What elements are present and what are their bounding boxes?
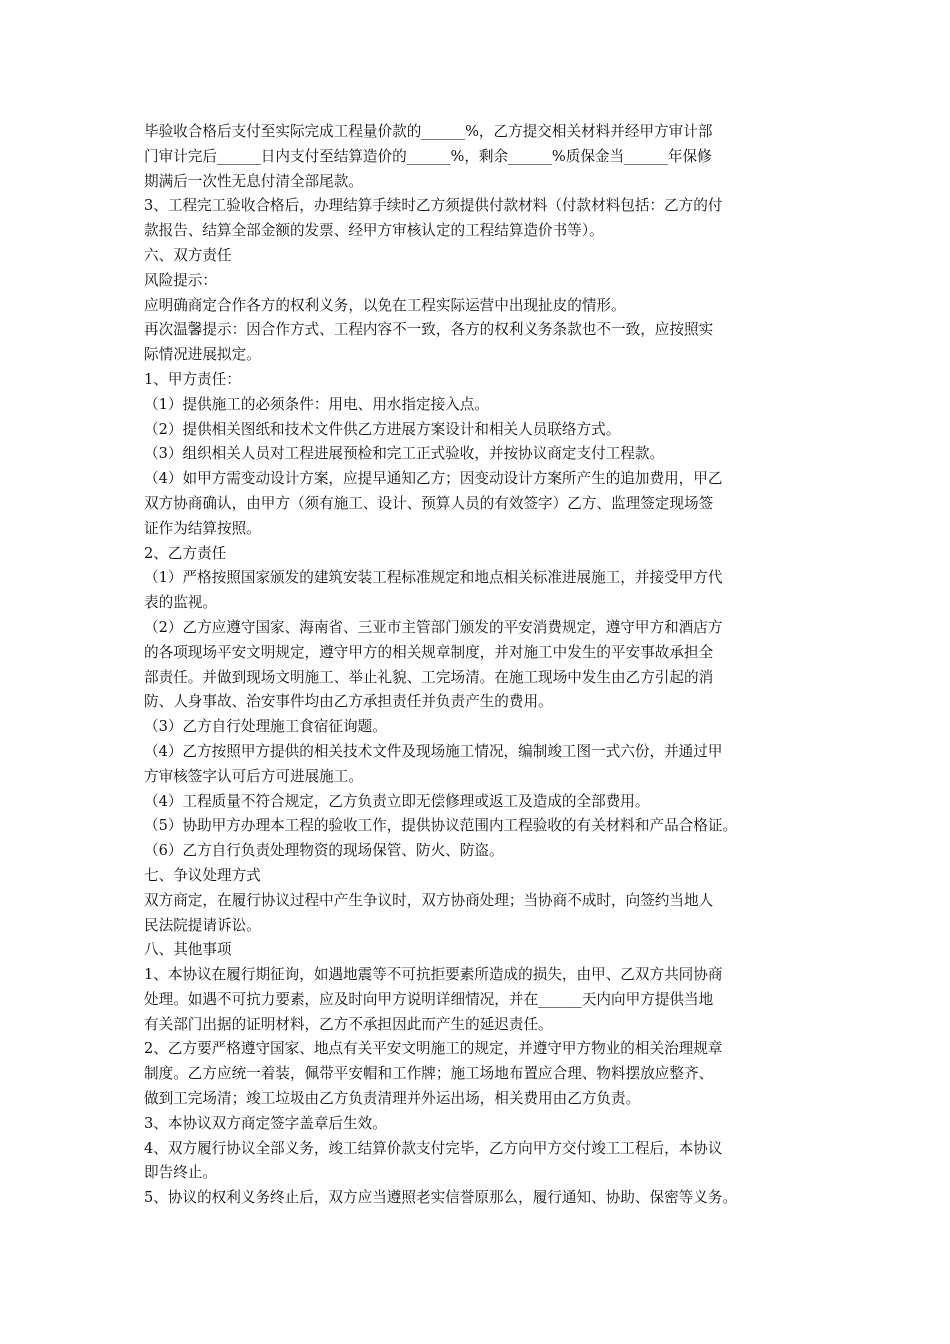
text-line: （4）乙方按照甲方提供的相关技术文件及现场施工情况，编制竣工图一式六份，并通过甲 xyxy=(144,742,723,760)
text-line: 防、人身事故、治安事件均由乙方承担责任并负责产生的费用。 xyxy=(144,693,553,711)
text-line: （3）乙方自行处理施工食宿征询题。 xyxy=(144,718,387,736)
text-line: 2、乙方要严格遵守国家、地点有关平安文明施工的规定，并遵守甲方物业的相关治理规章 xyxy=(144,1040,723,1058)
text-line: 方审核签字认可后方可进展施工。 xyxy=(144,767,363,785)
section-heading: 六、双方责任 xyxy=(144,246,232,264)
text-line: （4）工程质量不符合规定，乙方负责立即无偿修理或返工及造成的全部费用。 xyxy=(144,792,650,810)
text-line: 毕验收合格后支付至实际完成工程量价款的______%，乙方提交相关材料并经甲方审计部 xyxy=(144,123,713,140)
subsection-heading: 1、甲方责任： xyxy=(144,370,241,388)
text-line: 5、协议的权利义务终止后，双方应当遵照老实信誉原那么，履行通知、协助、保密等义务。 xyxy=(144,1189,738,1207)
text-line: （4）如甲方需变动设计方案，应提早通知乙方；因变动设计方案所产生的追加费用，甲乙 xyxy=(144,470,723,488)
section-heading: 七、争议处理方式 xyxy=(144,866,261,884)
text-line: 4、双方履行协议全部义务，竣工结算价款支付完毕，乙方向甲方交付竣工工程后，本协议 xyxy=(144,1139,723,1157)
text-line: 做到工完场清；竣工垃圾由乙方负责清理并外运出场，相关费用由乙方负责。 xyxy=(144,1090,641,1108)
text-line: 制度。乙方应统一着装，佩带平安帽和工作牌；施工场地布置应合理、物料摆放应整齐、 xyxy=(144,1065,714,1083)
text-line: （6）乙方自行负责处理物资的现场保管、防火、防盗。 xyxy=(144,842,504,860)
text-line: 应明确商定合作各方的权利义务，以免在工程实际运营中出现扯皮的情形。 xyxy=(144,296,626,314)
text-line: （1）提供施工的必须条件：用电、用水指定接入点。 xyxy=(144,395,489,413)
text-line: 证作为结算按照。 xyxy=(144,519,261,537)
text-line: 即告终止。 xyxy=(144,1164,217,1182)
text-line: 门审计完后______日内支付至结算造价的______%，剩余______%质保金当______年保修 xyxy=(144,147,712,165)
text-line: 1、本协议在履行期征询，如遇地震等不可抗拒要素所造成的损失，由甲、乙双方共同协商 xyxy=(144,966,723,984)
text-line: 处理。如遇不可抗力要素，应及时向甲方说明详细情况，并在______天内向甲方提供当地 xyxy=(144,990,714,1008)
text-line: （3）组织相关人员对工程进展预检和完工正式验收，并按协议商定支付工程款。 xyxy=(144,445,665,463)
text-line: （2）提供相关图纸和技术文件供乙方进展方案设计和相关人员联络方式。 xyxy=(144,420,621,438)
text-line: 部责任。并做到现场文明施工、举止礼貌、工完场清。在施工现场中发生由乙方引起的消 xyxy=(144,668,714,686)
text-line: （5）协助甲方办理本工程的验收工作，提供协议范围内工程验收的有关材料和产品合格证。 xyxy=(144,817,738,835)
text-line: 双方协商确认，由甲方（须有施工、设计、预算人员的有效签字）乙方、监理签定现场签 xyxy=(144,494,714,512)
text-line: 的各项现场平安文明规定，遵守甲方的相关规章制度，并对施工中发生的平安事故承担全 xyxy=(144,643,714,661)
text-line: 有关部门出据的证明材料，乙方不承担因此而产生的延迟责任。 xyxy=(144,1015,553,1033)
text-line: 3、工程完工验收合格后，办理结算手续时乙方须提供付款材料（付款材料包括：乙方的付 xyxy=(144,197,723,215)
text-line: （1）严格按照国家颁发的建筑安装工程标准规定和地点相关标准进展施工，并接受甲方代 xyxy=(144,569,723,587)
section-heading: 八、其他事项 xyxy=(144,941,232,959)
subsection-heading: 2、乙方责任 xyxy=(144,544,227,562)
document-body xyxy=(144,120,824,1211)
text-line: （2）乙方应遵守国家、海南省、三亚市主管部门颁发的平安消费规定，遵守甲方和酒店方 xyxy=(144,618,723,636)
text-line: 双方商定，在履行协议过程中产生争议时，双方协商处理；当协商不成时，向签约当地人 xyxy=(144,891,714,909)
text-line: 款报告、结算全部金额的发票、经甲方审核认定的工程结算造价书等）。 xyxy=(144,222,604,240)
text-line: 民法院提请诉讼。 xyxy=(144,916,261,934)
text-line: 期满后一次性无息付清全部尾款。 xyxy=(144,172,363,190)
text-line: 3、本协议双方商定签字盖章后生效。 xyxy=(144,1114,387,1132)
text-line: 际情况进展拟定。 xyxy=(144,346,261,364)
text-line: 风险提示： xyxy=(144,271,217,289)
text-line: 再次温馨提示：因合作方式、工程内容不一致，各方的权利义务条款也不一致，应按照实 xyxy=(144,321,714,339)
text-line: 表的监视。 xyxy=(144,594,217,612)
